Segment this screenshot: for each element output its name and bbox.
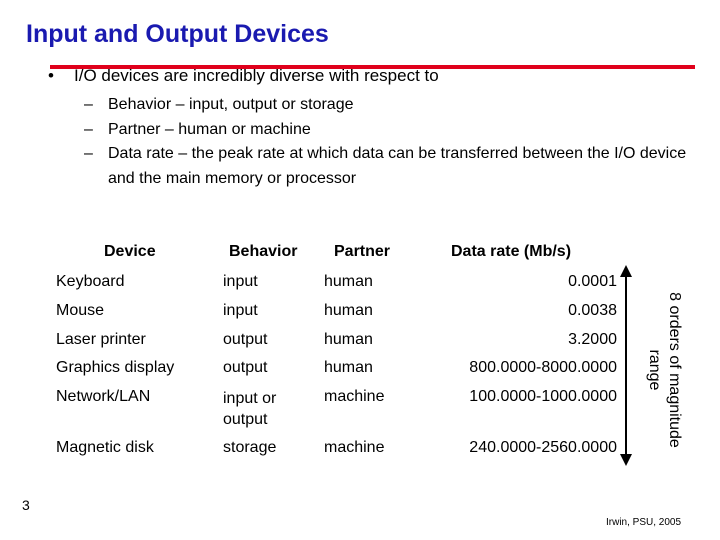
table-cell: 0.0038	[568, 302, 617, 319]
range-note: 8 orders of magnitude range	[646, 292, 683, 448]
intro-bullet	[48, 66, 439, 86]
table-cell: 240.0000-2560.0000	[469, 439, 617, 456]
table-cell: output	[223, 331, 268, 348]
col-header-device: Device	[104, 243, 156, 260]
table-cell: machine	[324, 388, 385, 405]
sub-bullet: – Partner – human or machine	[84, 120, 311, 138]
table-cell: 3.2000	[568, 331, 617, 348]
range-arrow-shaft	[625, 276, 627, 454]
table-cell: Graphics display	[56, 359, 175, 376]
col-header-data-rate: Data rate (Mb/s)	[451, 243, 572, 260]
sub-bullet: – Data rate – the peak rate at which data can be transferred between the I/O device and the main memory or processor	[84, 145, 687, 187]
table-cell: human	[324, 331, 373, 348]
table-cell: human	[324, 273, 373, 290]
intro-text: I/O devices are incredibly diverse with respect to	[74, 66, 439, 85]
slide-title: Input and Output Devices	[26, 20, 329, 48]
table-cell: 800.0000-8000.0000	[469, 359, 617, 376]
sub-bullet-list	[84, 93, 688, 191]
table-cell: machine	[324, 439, 385, 456]
table-cell: 100.0000-1000.0000	[469, 388, 617, 405]
table-cell: output	[223, 359, 268, 376]
credit-text: Irwin, PSU, 2005	[606, 517, 682, 528]
table-cell: Laser printer	[56, 331, 146, 348]
slide-number: 3	[22, 497, 30, 513]
table-cell: Mouse	[56, 302, 105, 319]
table-cell: input or output	[223, 390, 277, 428]
table-cell: Magnetic disk	[56, 439, 154, 456]
col-header-partner: Partner	[334, 243, 391, 260]
table-cell: 0.0001	[568, 273, 617, 290]
table-cell: input	[223, 273, 258, 290]
arrow-down-icon	[620, 454, 632, 466]
table-cell: storage	[223, 439, 277, 456]
bullet-icon: •	[48, 66, 54, 85]
table-cell: human	[324, 302, 373, 319]
table-cell: input	[223, 302, 258, 319]
sub-bullet: – Behavior – input, output or storage	[84, 96, 354, 113]
col-header-behavior: Behavior	[229, 243, 298, 260]
table-cell: human	[324, 359, 373, 376]
table-cell: Keyboard	[56, 273, 125, 290]
table-cell: Network/LAN	[56, 388, 151, 405]
